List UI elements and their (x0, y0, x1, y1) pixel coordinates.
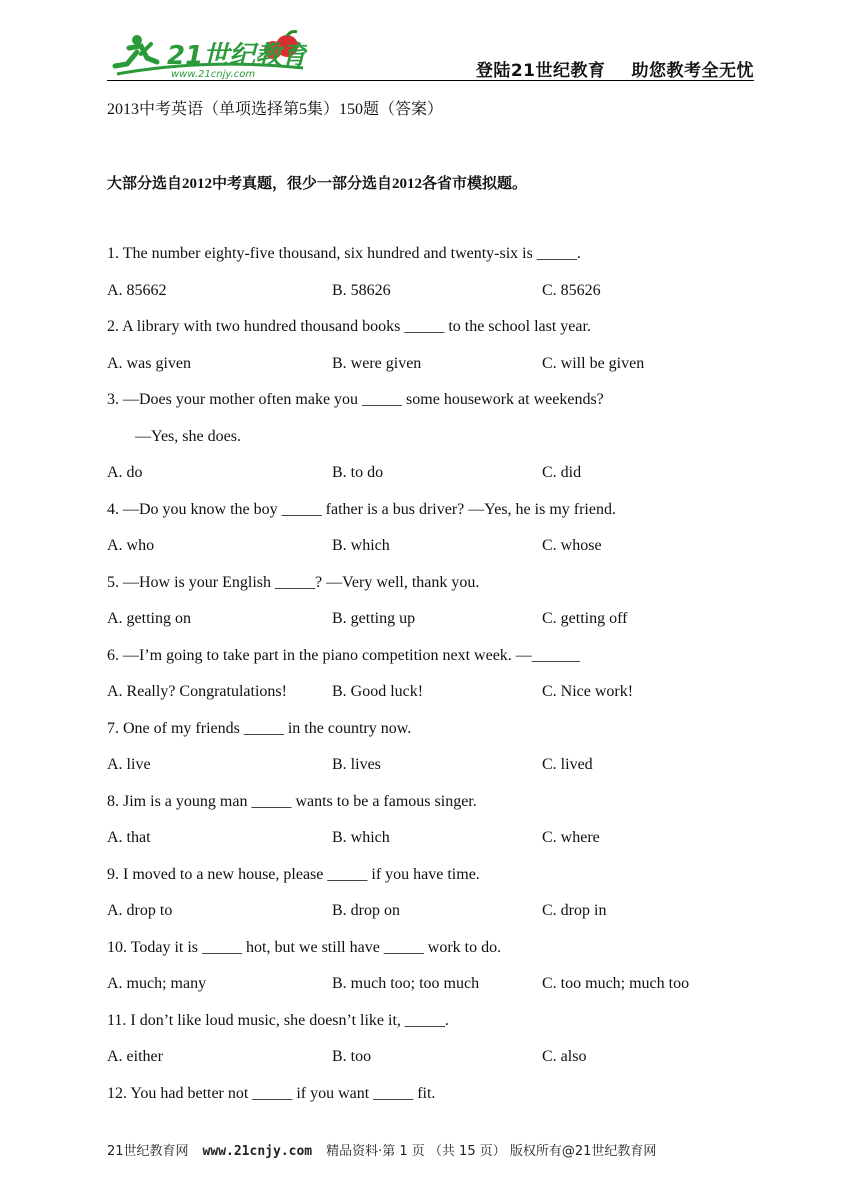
slogan-help: 助您教考全无忧 (631, 61, 754, 81)
footer-url[interactable]: www.21cnjy.com (202, 1144, 313, 1159)
option-b: B. drop on (332, 902, 400, 919)
options-row (107, 532, 757, 569)
option-b: B. Good luck! (332, 683, 424, 700)
option-a: A. either (107, 1048, 163, 1065)
option-b: B. lives (332, 756, 381, 773)
question-stem: 5. —How is your English _____? —Very well, thank you. (107, 573, 480, 591)
option-a: A. that (107, 829, 151, 846)
question-stem: 4. —Do you know the boy _____ father is a bus driver? —Yes, he is my friend. (107, 500, 616, 518)
footer-info: 精品资料·第 1 页 （共 15 页） 版权所有@21世纪教育网 (326, 1144, 657, 1159)
option-a: A. who (107, 537, 155, 554)
option-a: A. much; many (107, 975, 207, 992)
option-a: A. getting on (107, 610, 191, 627)
slogan-login: 登陆21世纪教育 (475, 61, 606, 81)
option-c: C. will be given (542, 354, 645, 372)
option-c: C. 85626 (542, 281, 601, 299)
svg-text:21世纪教育: 21世纪教育 (167, 41, 307, 71)
option-c: C. too much; much too (542, 975, 690, 992)
options-row (107, 824, 757, 861)
options-row (107, 350, 757, 387)
question-stem: 3. —Does your mother often make you _____ some housework at weekends? (107, 391, 604, 408)
option-c: C. where (542, 829, 600, 846)
question-stem: 9. I moved to a new house, please _____ if you have time. (107, 865, 480, 883)
option-a: A. 85662 (107, 281, 167, 299)
options-row (107, 678, 757, 715)
document-title: 2013中考英语（单项选择第5集）150题（答案） (107, 101, 444, 118)
question-stem: 2. A library with two hundred thousand books _____ to the school last year. (107, 318, 591, 335)
options-row (107, 277, 757, 314)
option-b: B. too (332, 1048, 372, 1065)
question-stem: 6. —I’m going to take part in the piano competition next week. —______ (107, 646, 580, 664)
option-b: B. 58626 (332, 281, 391, 299)
header-slogan (476, 56, 754, 81)
option-c: C. Nice work! (542, 683, 634, 700)
page-header (107, 28, 754, 84)
options-row (107, 1043, 757, 1080)
document-intro: 大部分选自2012中考真题，很少一部分选自2012各省市模拟题。 (107, 176, 528, 192)
options-row (107, 970, 757, 1007)
site-logo (107, 28, 307, 80)
options-row (107, 751, 757, 788)
options-row (107, 605, 757, 642)
option-b: B. much too; too much (332, 975, 480, 992)
option-c: C. drop in (542, 902, 607, 919)
question-reply: —Yes, she does. (135, 427, 241, 445)
option-a: A. was given (107, 354, 191, 372)
option-c: C. getting off (542, 610, 628, 627)
footer-site: 21世纪教育网 (107, 1144, 189, 1159)
question-stem: 12. You had better not _____ if you want _____ fit. (107, 1084, 436, 1102)
option-a: A. drop to (107, 902, 173, 919)
option-a: A. Really? Congratulations! (107, 683, 287, 700)
option-b: B. to do (332, 464, 384, 481)
question-stem: 8. Jim is a young man _____ wants to be a famous singer. (107, 792, 477, 810)
header-divider (107, 80, 754, 81)
page-footer (107, 1140, 656, 1159)
options-row (107, 897, 757, 934)
question-stem: 10. Today it is _____ hot, but we still have _____ work to do. (107, 938, 502, 956)
option-c: C. did (542, 464, 582, 481)
option-b: B. which (332, 537, 390, 554)
option-b: B. which (332, 829, 390, 846)
options-row (107, 459, 757, 496)
option-a: A. live (107, 756, 151, 773)
option-b: B. were given (332, 354, 422, 372)
option-b: B. getting up (332, 610, 416, 627)
svg-text:www.21cnjy.com: www.21cnjy.com (171, 69, 256, 80)
question-stem: 1. The number eighty-five thousand, six hundred and twenty-six is _____. (107, 245, 581, 262)
option-c: C. also (542, 1048, 587, 1065)
question-list (107, 240, 757, 1116)
question-stem: 7. One of my friends _____ in the country now. (107, 719, 412, 737)
question-stem: 11. I don’t like loud music, she doesn’t like it, _____. (107, 1011, 449, 1029)
option-c: C. lived (542, 756, 593, 773)
option-c: C. whose (542, 537, 602, 554)
option-a: A. do (107, 464, 143, 481)
